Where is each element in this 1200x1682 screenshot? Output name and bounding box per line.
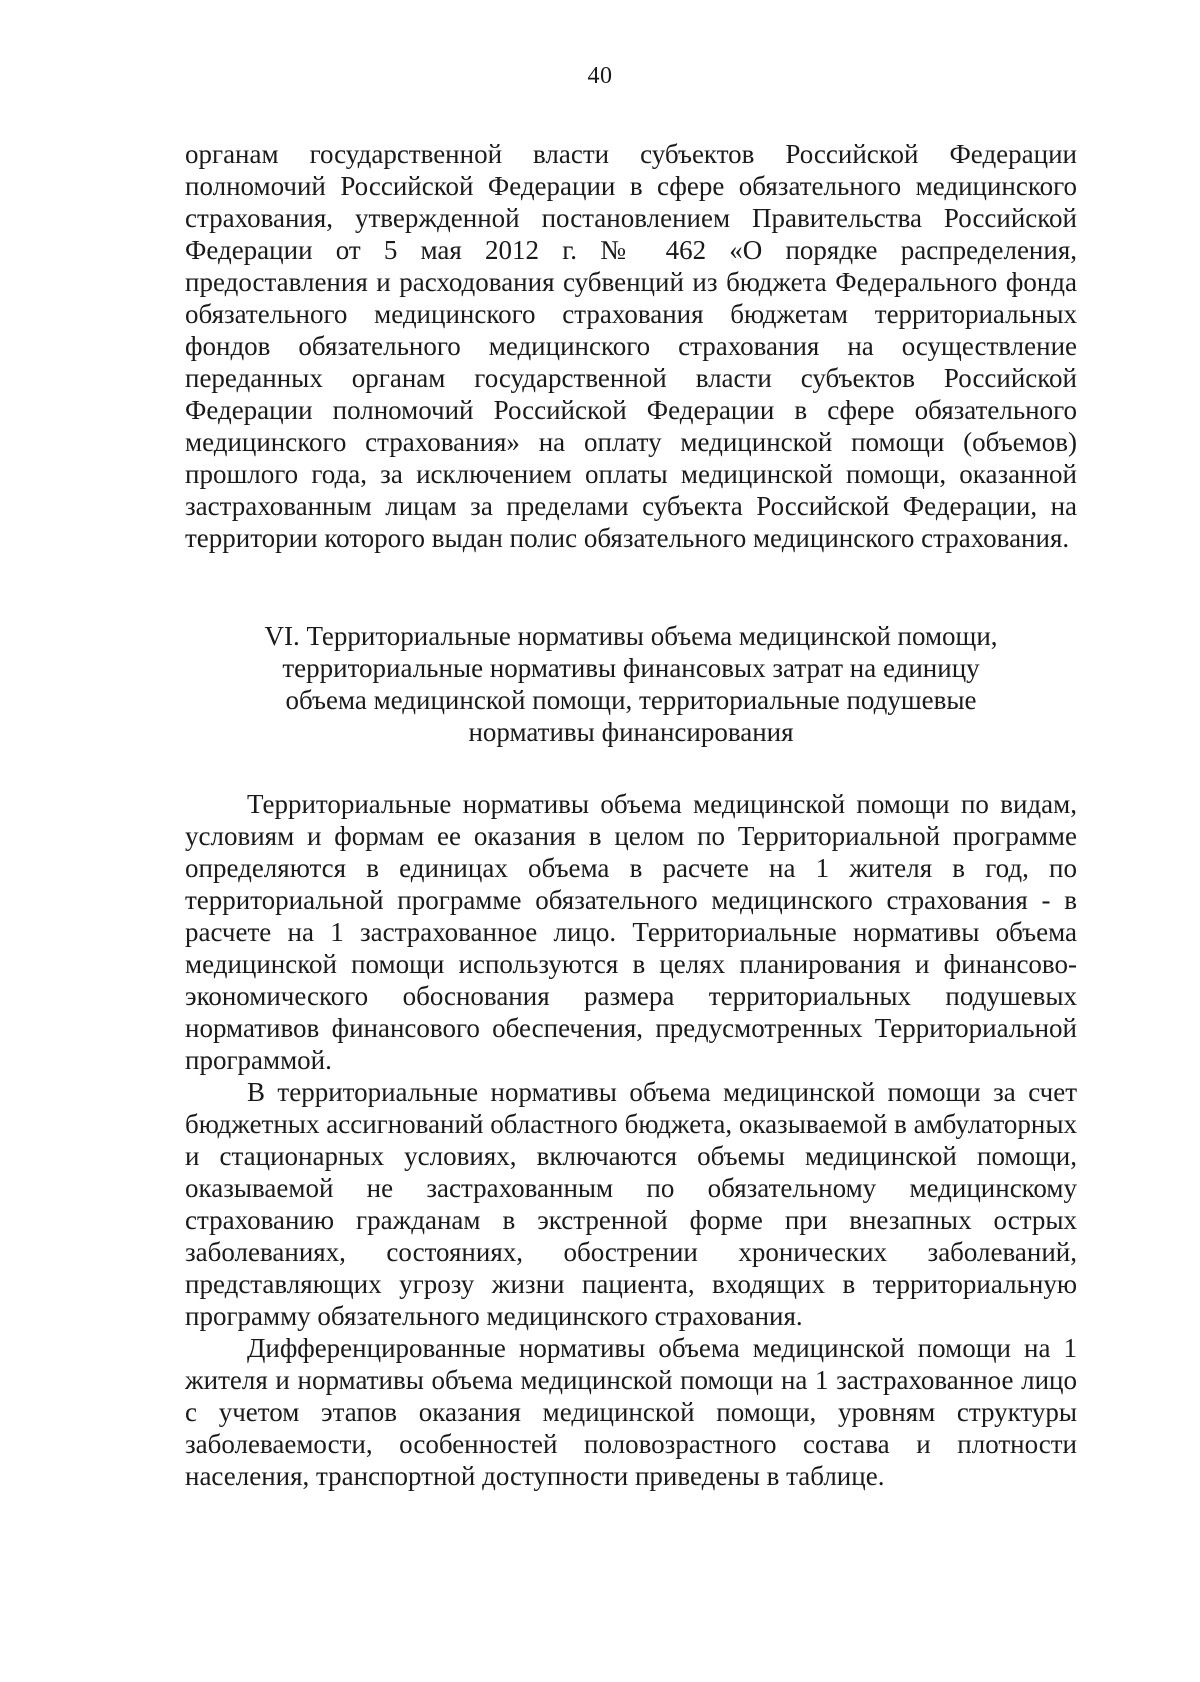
section-heading-line: VI. Территориальные нормативы объема медицинской помощи, bbox=[264, 621, 998, 651]
section-heading bbox=[185, 620, 1077, 748]
section-body bbox=[185, 788, 1077, 1492]
section-heading-line: объема медицинской помощи, территориальные подушевые bbox=[285, 685, 977, 715]
continued-paragraph-block bbox=[185, 138, 1077, 554]
body-paragraph: В территориальные нормативы объема медицинской помощи за счет бюджетных ассигнований областного бюджета, оказываемой в амбулаторных и стационарных условиях, включаются объемы медицинской помощи, оказываемой не застрахованным по обязательному медицинскому страхованию гражданам в экстренной форме при внезапных острых заболеваниях, состояниях, обострении хронических заболеваний, представляющих угрозу жизни пациента, входящих в территориальную программу обязательного медицинского страхования. bbox=[185, 1077, 1077, 1331]
page-number: 40 bbox=[587, 63, 613, 89]
section-heading-line: территориальные нормативы финансовых затрат на единицу bbox=[282, 653, 980, 683]
section-heading-line: нормативы финансирования bbox=[468, 717, 794, 747]
continued-paragraph: органам государственной власти субъектов Российской Федерации полномочий Российской Федерации в сфере обязательного медицинского страхования, утвержденной постановлением Правительства Российской Федерации от 5 мая 2012 г. № 462 «О порядке распределения, предоставления и расходования субвенций из бюджета Федерального фонда обязательного медицинского страхования бюджетам территориальных фондов обязательного медицинского страхования на осуществление переданных органам государственной власти субъектов Российской Федерации полномочий Российской Федерации в сфере обязательного медицинского страхования» на оплату медицинской помощи (объемов) прошлого года, за исключением оплаты медицинской помощи, оказанной застрахованным лицам за пределами субъекта Российской Федерации, на территории которого выдан полис обязательного медицинского страхования. bbox=[185, 139, 1077, 553]
body-paragraph: Территориальные нормативы объема медицинской помощи по видам, условиям и формам ее оказания в целом по Территориальной программе определяются в единицах объема в расчете на 1 жителя в год, по территориальной программе обязательного медицинского страхования - в расчете на 1 застрахованное лицо. Территориальные нормативы объема медицинской помощи используются в целях планирования и финансово-экономического обоснования размера территориальных подушевых нормативов финансового обеспечения, предусмотренных Территориальной программой. bbox=[185, 789, 1077, 1075]
body-paragraph: Дифференцированные нормативы объема медицинской помощи на 1 жителя и нормативы объема медицинской помощи на 1 застрахованное лицо с учетом этапов оказания медицинской помощи, уровням структуры заболеваемости, особенностей половозрастного состава и плотности населения, транспортной доступности приведены в таблице. bbox=[185, 1333, 1077, 1491]
